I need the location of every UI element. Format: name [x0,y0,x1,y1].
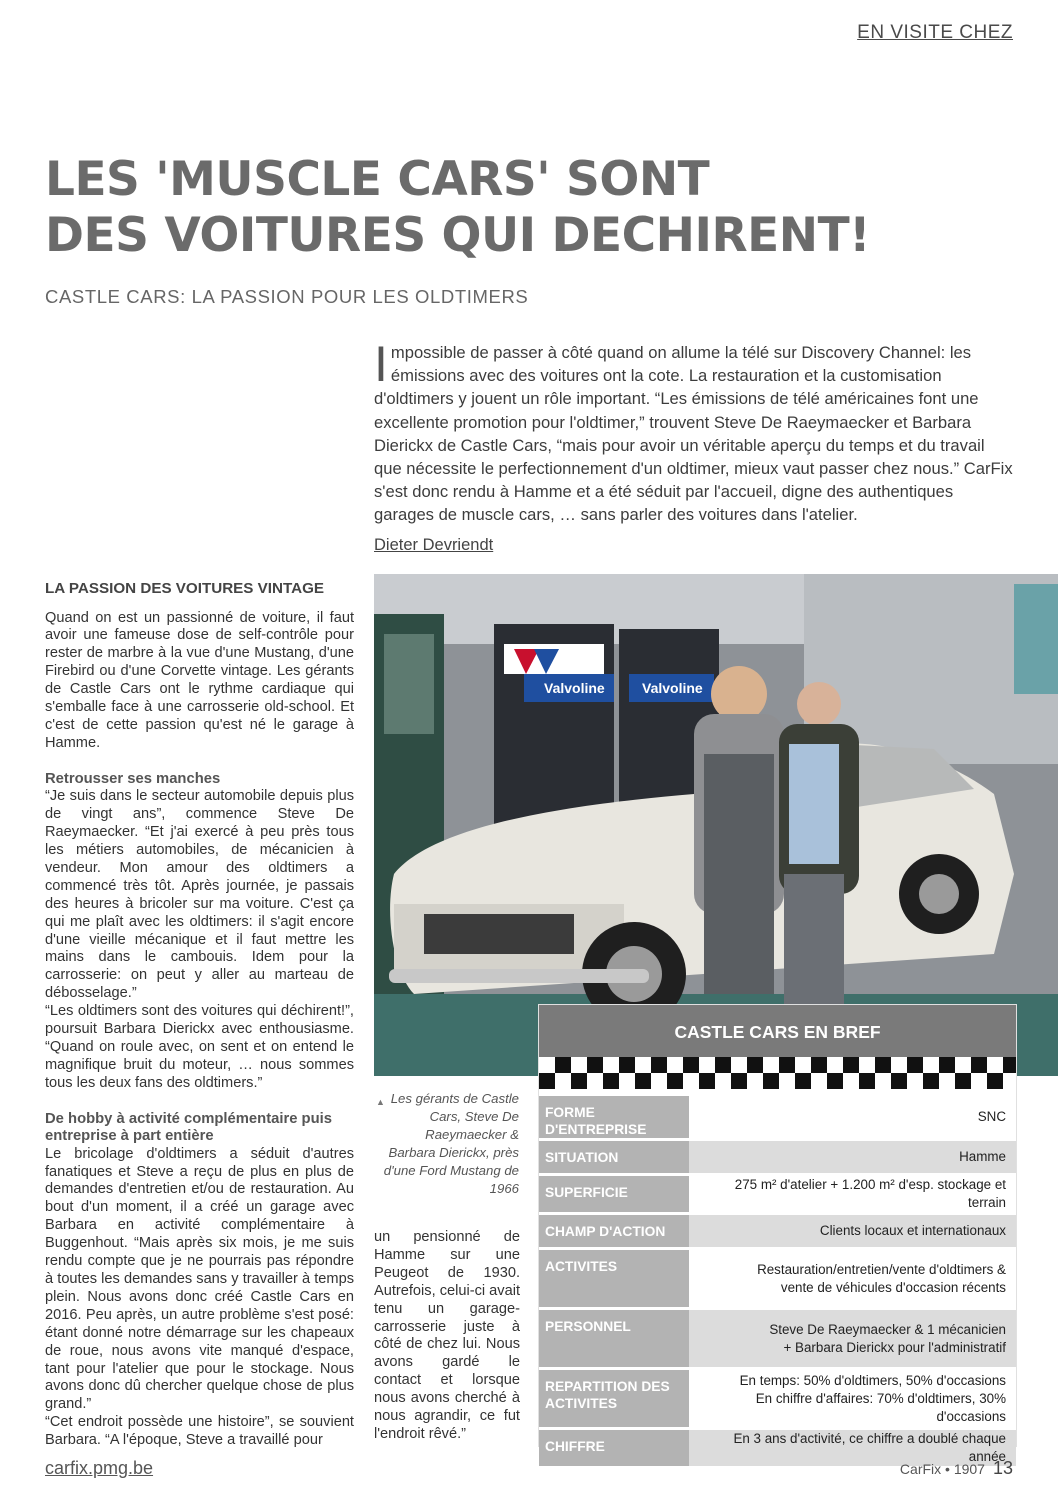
info-value-line-1: En temps: 50% d'oldtimers, 50% d'occasions [739,1372,1006,1388]
info-key: ACTIVITES [539,1250,689,1307]
section-heading-1: LA PASSION DES VOITURES VINTAGE [45,580,325,597]
section-2-paragraph-1: “Je suis dans le secteur automobile depuis plus de vingt ans”, commence Steve De Raeymaecker. “Et j'ai exercé à peu près tous les métiers automobiles, de mécanicien à vendeur. Mon amour des oldtimers a commencé très tôt. Après journée, je passais des heures à bricoler sur ma voiture. C'est ça qui me plaît avec les oldtimers: il s'agit encore d'une vieille mécanique et il faut mettre les mains dans le cambouis. Idem pour la carrosserie: on peut y aller au marteau de débosselage.” [45,788,354,1002]
info-box-title: CASTLE CARS EN BREF [539,1005,1016,1057]
article-middle-column [374,1229,520,1444]
info-box [538,1004,1017,1464]
info-value [689,1310,1016,1367]
info-row [539,1310,1016,1367]
info-value [689,1250,1016,1307]
drop-cap: I [374,336,388,392]
photo-caption [376,1090,519,1198]
middle-column-text: un pensionné de Hamme sur une Peugeot de 1930. Autrefois, celui-ci avait tenu un garage-carrosserie juste à côté de chez lui. Nous avons gardé le contact et lorsque nous avons cherché à nous agrandir, ce fut l'endroit rêvé.” [374,1229,520,1442]
headline-line-1: LES 'MUSCLE CARS' SONT [45,152,710,207]
section-heading-2: Retrousser ses manches [45,770,221,787]
issue-label: CarFix • 1907 [899,1461,985,1477]
info-table [539,1093,1016,1469]
info-row [539,1141,1016,1173]
headline [45,152,1005,264]
photo-illustration [374,574,1058,1076]
article-left-column [45,580,354,1450]
photo-sign-2: Valvoline [642,680,703,696]
info-value-line-2: + Barbara Dierickx pour l'administratif [783,1339,1006,1355]
checkered-flag-band [539,1057,1016,1089]
footer-issue [900,1458,1013,1479]
section-heading-3: De hobby à activité complémentaire puis entreprise à part entière [45,1110,332,1145]
section-tag: EN VISITE CHEZ [857,22,1013,43]
info-key: PERSONNEL [539,1310,689,1367]
info-row [539,1250,1016,1307]
section-3-paragraph-1: Le bricolage d'oldtimers a séduit d'autres fanatiques et Steve a reçu de plus en plus de demandes d'entretien et/ou de restauration. Au bout d'un moment, il a créé un garage avec Barbara en activité complémentaire à Buggenhout. “Mais après six mois, je me suis rendu compte que je ne pourrais pas répondre à toutes les demandes sans y travailler à temps plein. Nous avons donc créé Castle Cars en 2016. Peu après, un autre problème s'est posé: étant donné notre démarrage sur les chapeaux de roue, nous avons vite manqué d'espace, tant pour l'atelier que pour le stockage. Nous avons donc dû chercher quelque chose de plus grand.” [45,1145,354,1413]
info-row [539,1370,1016,1427]
info-value [689,1370,1016,1427]
info-value-line-2: En chiffre d'affaires: 70% d'oldtimers, 30% d'occasions [755,1390,1006,1424]
photo-sign-1: Valvoline [544,680,605,696]
lead-text: mpossible de passer à côté quand on allume la télé sur Discovery Channel: les émissions avec des voitures ont la cote. La restauration et la customisation d'oldtimers y jouent un rôle important. “Les émissions de télé américaines font une excellente promotion pour l'oldtimer,” trouvent Steve De Raeymaecker et Barbara Dierickx de Castle Cars, “mais pour avoir un véritable aperçu du temps et du travail que nécessite le perfectionnement d'un oldtimer, mieux vaut passer chez nous.” CarFix s'est donc rendu à Hamme et a été séduit par l'accueil, digne des authentiques garages de muscle cars, … sans parler des voitures dans l'atelier. [374,343,1013,525]
caption-triangle-icon: ▲ [376,1097,385,1107]
info-row [539,1096,1016,1138]
caption-text: Les gérants de Castle Cars, Steve De Raeymaecker & Barbara Dierickx, près d'une Ford Mustang de 1966 [383,1091,519,1196]
author-link[interactable]: Dieter Devriendt [374,536,494,554]
info-key: SITUATION [539,1141,689,1173]
subheadline: CASTLE CARS: LA PASSION POUR LES OLDTIMERS [45,286,529,307]
info-value: En 3 ans d'activité, ce chiffre a doublé chaque année [689,1430,1016,1466]
section-1-text: Quand on est un passionné de voiture, il faut avoir une fameuse dose de self-contrôle pour rester de marbre à la vue d'une Mustang, d'une Firebird ou d'une Corvette vintage. Les gérants de Castle Cars ont le rythme cardiaque qui s'emballe face à une carrosserie old-school. Et c'est de cette passion qu'est né le garage à Hamme. [45,609,354,751]
info-key: FORME D'ENTREPRISE [539,1096,689,1138]
info-value: Clients locaux et internationaux [689,1215,1016,1247]
page-number: 13 [992,1458,1013,1478]
section-3-paragraph-2: “Cet endroit possède une histoire”, se souvient Barbara. “A l'époque, Steve a travaillé pour [45,1414,354,1449]
footer-website-link[interactable]: carfix.pmg.be [45,1458,154,1478]
info-value: SNC [689,1096,1016,1138]
info-value-line-1: Steve De Raeymaecker & 1 mécanicien [769,1321,1006,1337]
info-value: 275 m² d'atelier + 1.200 m² d'esp. stockage et terrain [689,1176,1016,1212]
info-value-line-1: Restauration/entretien/vente d'oldtimers & [757,1261,1006,1277]
info-row [539,1176,1016,1212]
info-row [539,1215,1016,1247]
info-value: Hamme [689,1141,1016,1173]
info-key: CHAMP D'ACTION [539,1215,689,1247]
headline-line-2: DES VOITURES QUI DECHIRENT! [45,208,871,263]
info-key: CHIFFRE [539,1430,689,1466]
lead-paragraph [374,336,1014,527]
section-2-paragraph-2: “Les oldtimers sont des voitures qui déchirent!”, poursuit Barbara Dierickx avec enthousiasme. “Quand on roule avec, on sent et on entend le magnifique bruit du moteur, … nous sommes tous les deux fans des oldtimers.” [45,1003,354,1091]
info-value-line-2: vente de véhicules d'occasion récents [780,1279,1006,1295]
garage-photo [374,574,1058,1076]
info-key: SUPERFICIE [539,1176,689,1212]
info-key: REPARTITION DES ACTIVITES [539,1370,689,1427]
